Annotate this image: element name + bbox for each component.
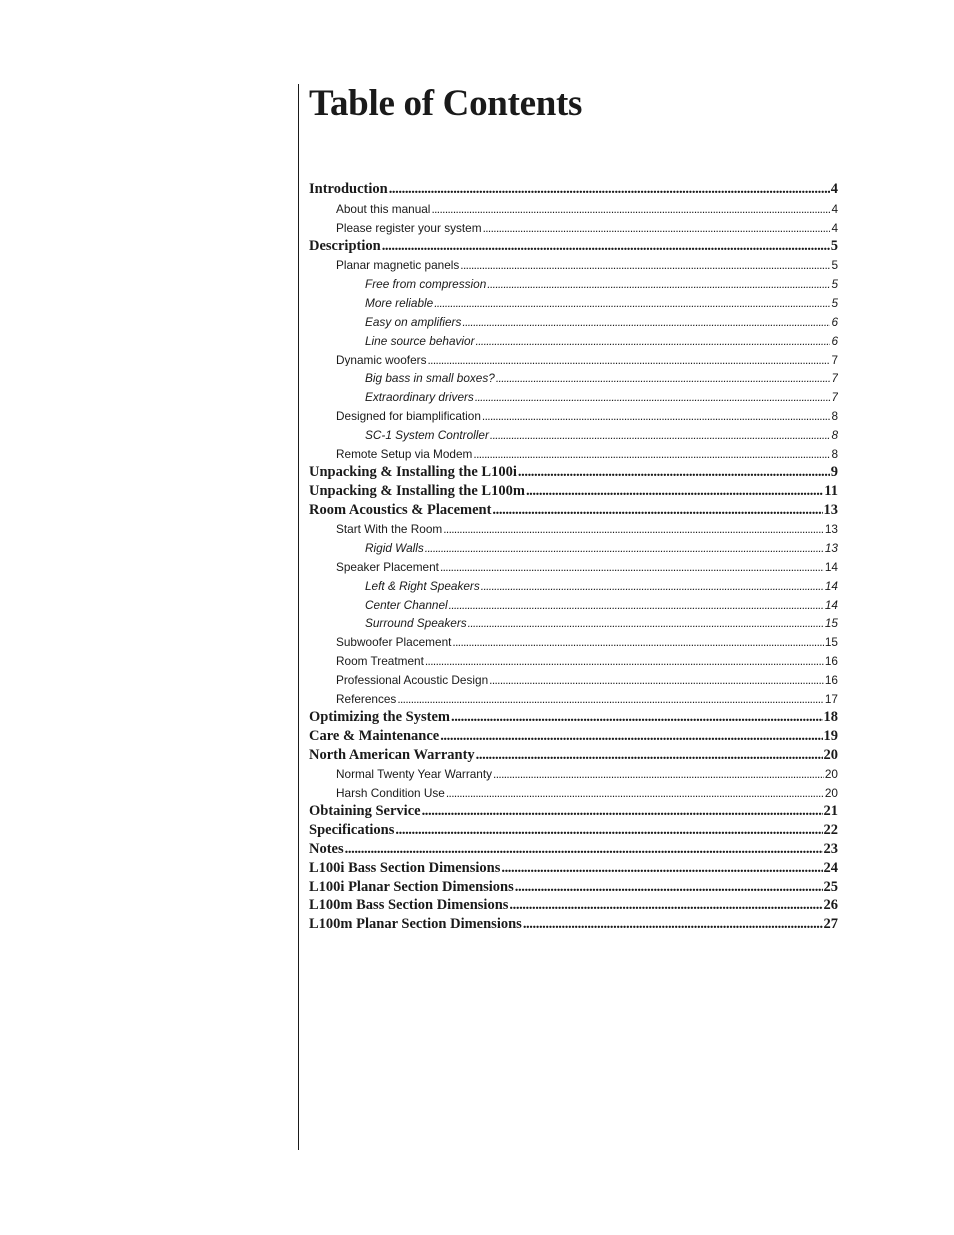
toc-entry-level-2[interactable] [309,762,838,781]
dot-leader [451,710,823,725]
toc-entry-level-3[interactable] [309,272,838,291]
toc-entry-label: Normal Twenty Year Warranty [336,767,493,781]
toc-entry-page-number: 7 [831,371,838,386]
dot-leader [468,618,824,630]
toc-entry-label: Introduction [309,181,388,197]
dot-leader [427,355,830,367]
toc-entry-level-2[interactable] [309,687,838,706]
toc-entry-page-number: 25 [823,878,838,895]
toc-entry-page-number: 20 [824,767,838,781]
toc-entry-page-number: 4 [831,220,838,235]
dot-leader [476,336,831,348]
toc-entry-page-number: 4 [830,181,838,197]
page-title: Table of Contents [309,83,583,124]
dot-leader [482,411,831,423]
toc-entry-page-number: 24 [823,859,838,876]
dot-leader [490,430,831,442]
toc-entry-page-number: 26 [823,897,838,913]
toc-entry-label: Unpacking & Installing the L100m [309,482,525,499]
toc-entry-page-number: 15 [824,635,838,650]
toc-entry-label: Notes [309,840,344,857]
toc-entry-level-3[interactable] [309,574,838,593]
toc-entry-label: Room Treatment [336,654,424,668]
toc-entry-level-2[interactable] [309,442,838,461]
toc-entry-label: SC-1 System Controller [365,428,489,442]
dot-leader [493,769,824,781]
toc-entry-label: Center Channel [365,597,448,612]
toc-entry-page-number: 14 [824,597,838,612]
dot-leader [475,392,831,404]
margin-rule [298,84,299,1150]
toc-entry-page-number: 6 [831,333,838,348]
dot-leader [476,748,823,763]
dot-leader [345,842,823,857]
toc-entry-level-1[interactable] [309,480,838,499]
dot-leader [489,675,824,687]
toc-entry-level-2[interactable] [309,216,838,235]
toc-entry-level-1[interactable] [309,856,838,875]
toc-entry-label: References [336,691,397,706]
dot-leader [449,600,824,612]
toc-entry-level-2[interactable] [309,649,838,668]
toc-entry-label: L100m Planar Section Dimensions [309,916,522,932]
toc-entry-label: Surround Speakers [365,616,467,631]
dot-leader [496,373,831,385]
dot-leader [434,298,830,310]
toc-entry-page-number: 14 [824,559,838,574]
toc-entry-page-number: 5 [831,277,838,292]
toc-entry-label: Rigid Walls [365,541,424,555]
toc-entry-label: Big bass in small boxes? [365,371,495,386]
dot-leader [501,861,822,876]
toc-entry-page-number: 14 [824,578,838,593]
dot-leader [460,260,830,272]
toc-entry-page-number: 8 [831,428,838,442]
toc-entry-level-3[interactable] [309,611,838,630]
toc-entry-level-1[interactable] [309,178,838,197]
toc-entry-page-number: 19 [823,727,838,744]
toc-entry-level-2[interactable] [309,555,838,574]
toc-entry-label: Unpacking & Installing the L100i [309,464,517,480]
toc-entry-label: Professional Acoustic Design [336,672,489,687]
dot-leader [523,917,823,932]
toc-entry-page-number: 5 [830,237,838,254]
toc-entry-level-1[interactable] [309,706,838,725]
toc-entry-page-number: 11 [824,482,838,499]
dot-leader [492,503,822,518]
toc-entry-page-number: 8 [831,446,838,461]
dot-leader [518,465,830,480]
toc-entry-level-1[interactable] [309,724,838,743]
toc-list [309,178,838,932]
toc-entry-page-number: 13 [823,501,838,518]
dot-leader [526,484,823,499]
dot-leader [397,694,824,706]
toc-entry-page-number: 17 [824,691,838,706]
toc-entry-label: Harsh Condition Use [336,786,445,800]
toc-entry-label: Obtaining Service [309,803,421,819]
toc-entry-label: Easy on amplifiers [365,314,462,329]
toc-entry-level-2[interactable] [309,781,838,800]
toc-entry-label: Care & Maintenance [309,727,440,744]
toc-entry-page-number: 16 [824,654,838,668]
toc-entry-label: Description [309,237,381,254]
toc-entry-label: Start With the Room [336,522,443,537]
toc-entry-page-number: 7 [831,352,838,367]
toc-entry-page-number: 7 [831,390,838,405]
toc-entry-page-number: 20 [823,746,838,763]
toc-entry-level-1[interactable] [309,819,838,838]
dot-leader [509,898,822,913]
toc-entry-level-2[interactable] [309,404,838,423]
toc-entry-level-2[interactable] [309,197,838,216]
toc-entry-label: About this manual [336,201,431,216]
dot-leader [389,182,830,197]
toc-entry-page-number: 15 [824,616,838,631]
toc-entry-level-1[interactable] [309,913,838,932]
toc-entry-label: L100m Bass Section Dimensions [309,897,509,913]
toc-entry-level-1[interactable] [309,743,838,762]
dot-leader [425,656,824,668]
toc-entry-level-2[interactable] [309,517,838,536]
toc-entry-level-3[interactable] [309,385,838,404]
toc-entry-label: Extraordinary drivers [365,390,474,405]
dot-leader [422,804,823,819]
toc-entry-level-1[interactable] [309,235,838,254]
toc-entry-level-3[interactable] [309,593,838,612]
toc-entry-label: Planar magnetic panels [336,258,460,273]
toc-entry-level-3[interactable] [309,423,838,442]
toc-entry-page-number: 13 [824,541,838,555]
toc-entry-page-number: 20 [824,786,838,800]
toc-entry-page-number: 13 [824,522,838,537]
toc-entry-page-number: 16 [824,672,838,687]
toc-entry-level-2[interactable] [309,348,838,367]
toc-entry-page-number: 4 [831,201,838,216]
toc-entry-label: Subwoofer Placement [336,635,452,650]
toc-entry-page-number: 21 [823,803,838,819]
dot-leader [446,788,824,800]
toc-entry-label: Dynamic woofers [336,352,427,367]
toc-entry-page-number: 22 [823,822,838,838]
dot-leader [443,524,824,536]
toc-entry-label: Room Acoustics & Placement [309,501,492,518]
toc-entry-label: More reliable [365,296,434,310]
toc-entry-level-3[interactable] [309,310,838,329]
toc-entry-label: Free from compression [365,277,487,292]
toc-entry-level-2[interactable] [309,253,838,272]
toc-entry-page-number: 5 [831,296,838,310]
dot-leader [481,581,824,593]
toc-entry-level-1[interactable] [309,498,838,517]
toc-entry-page-number: 23 [823,840,838,857]
dot-leader [425,543,824,555]
dot-leader [440,562,824,574]
toc-entry-level-3[interactable] [309,329,838,348]
dot-leader [395,823,822,838]
toc-entry-level-1[interactable] [309,838,838,857]
toc-entry-page-number: 8 [831,409,838,423]
toc-entry-level-1[interactable] [309,875,838,894]
toc-entry-page-number: 18 [823,708,838,725]
toc-entry-page-number: 27 [823,916,838,932]
toc-entry-label: L100i Bass Section Dimensions [309,859,501,876]
toc-entry-label: Designed for biamplification [336,409,481,423]
dot-leader [382,239,830,254]
toc-entry-level-3[interactable] [309,366,838,385]
toc-entry-label: Speaker Placement [336,559,439,574]
toc-entry-level-2[interactable] [309,630,838,649]
toc-entry-label: North American Warranty [309,746,475,763]
toc-entry-level-1[interactable] [309,894,838,913]
toc-entry-level-1[interactable] [309,800,838,819]
toc-entry-label: Please register your system [336,220,482,235]
toc-entry-label: Remote Setup via Modem [336,446,473,461]
dot-leader [440,729,822,744]
toc-entry-label: Left & Right Speakers [365,578,480,593]
dot-leader [515,880,823,895]
toc-entry-level-3[interactable] [309,291,838,310]
toc-entry-label: Optimizing the System [309,708,450,725]
toc-entry-label: L100i Planar Section Dimensions [309,878,514,895]
toc-entry-label: Specifications [309,822,395,838]
dot-leader [473,449,830,461]
toc-entry-page-number: 5 [831,258,838,273]
dot-leader [462,317,830,329]
toc-entry-page-number: 9 [830,464,838,480]
toc-entry-level-3[interactable] [309,536,838,555]
toc-entry-label: Line source behavior [365,333,475,348]
dot-leader [452,637,823,649]
toc-entry-level-2[interactable] [309,668,838,687]
toc-entry-level-1[interactable] [309,461,838,480]
dot-leader [487,279,830,291]
dot-leader [431,204,830,216]
dot-leader [483,223,831,235]
toc-entry-page-number: 6 [831,314,838,329]
